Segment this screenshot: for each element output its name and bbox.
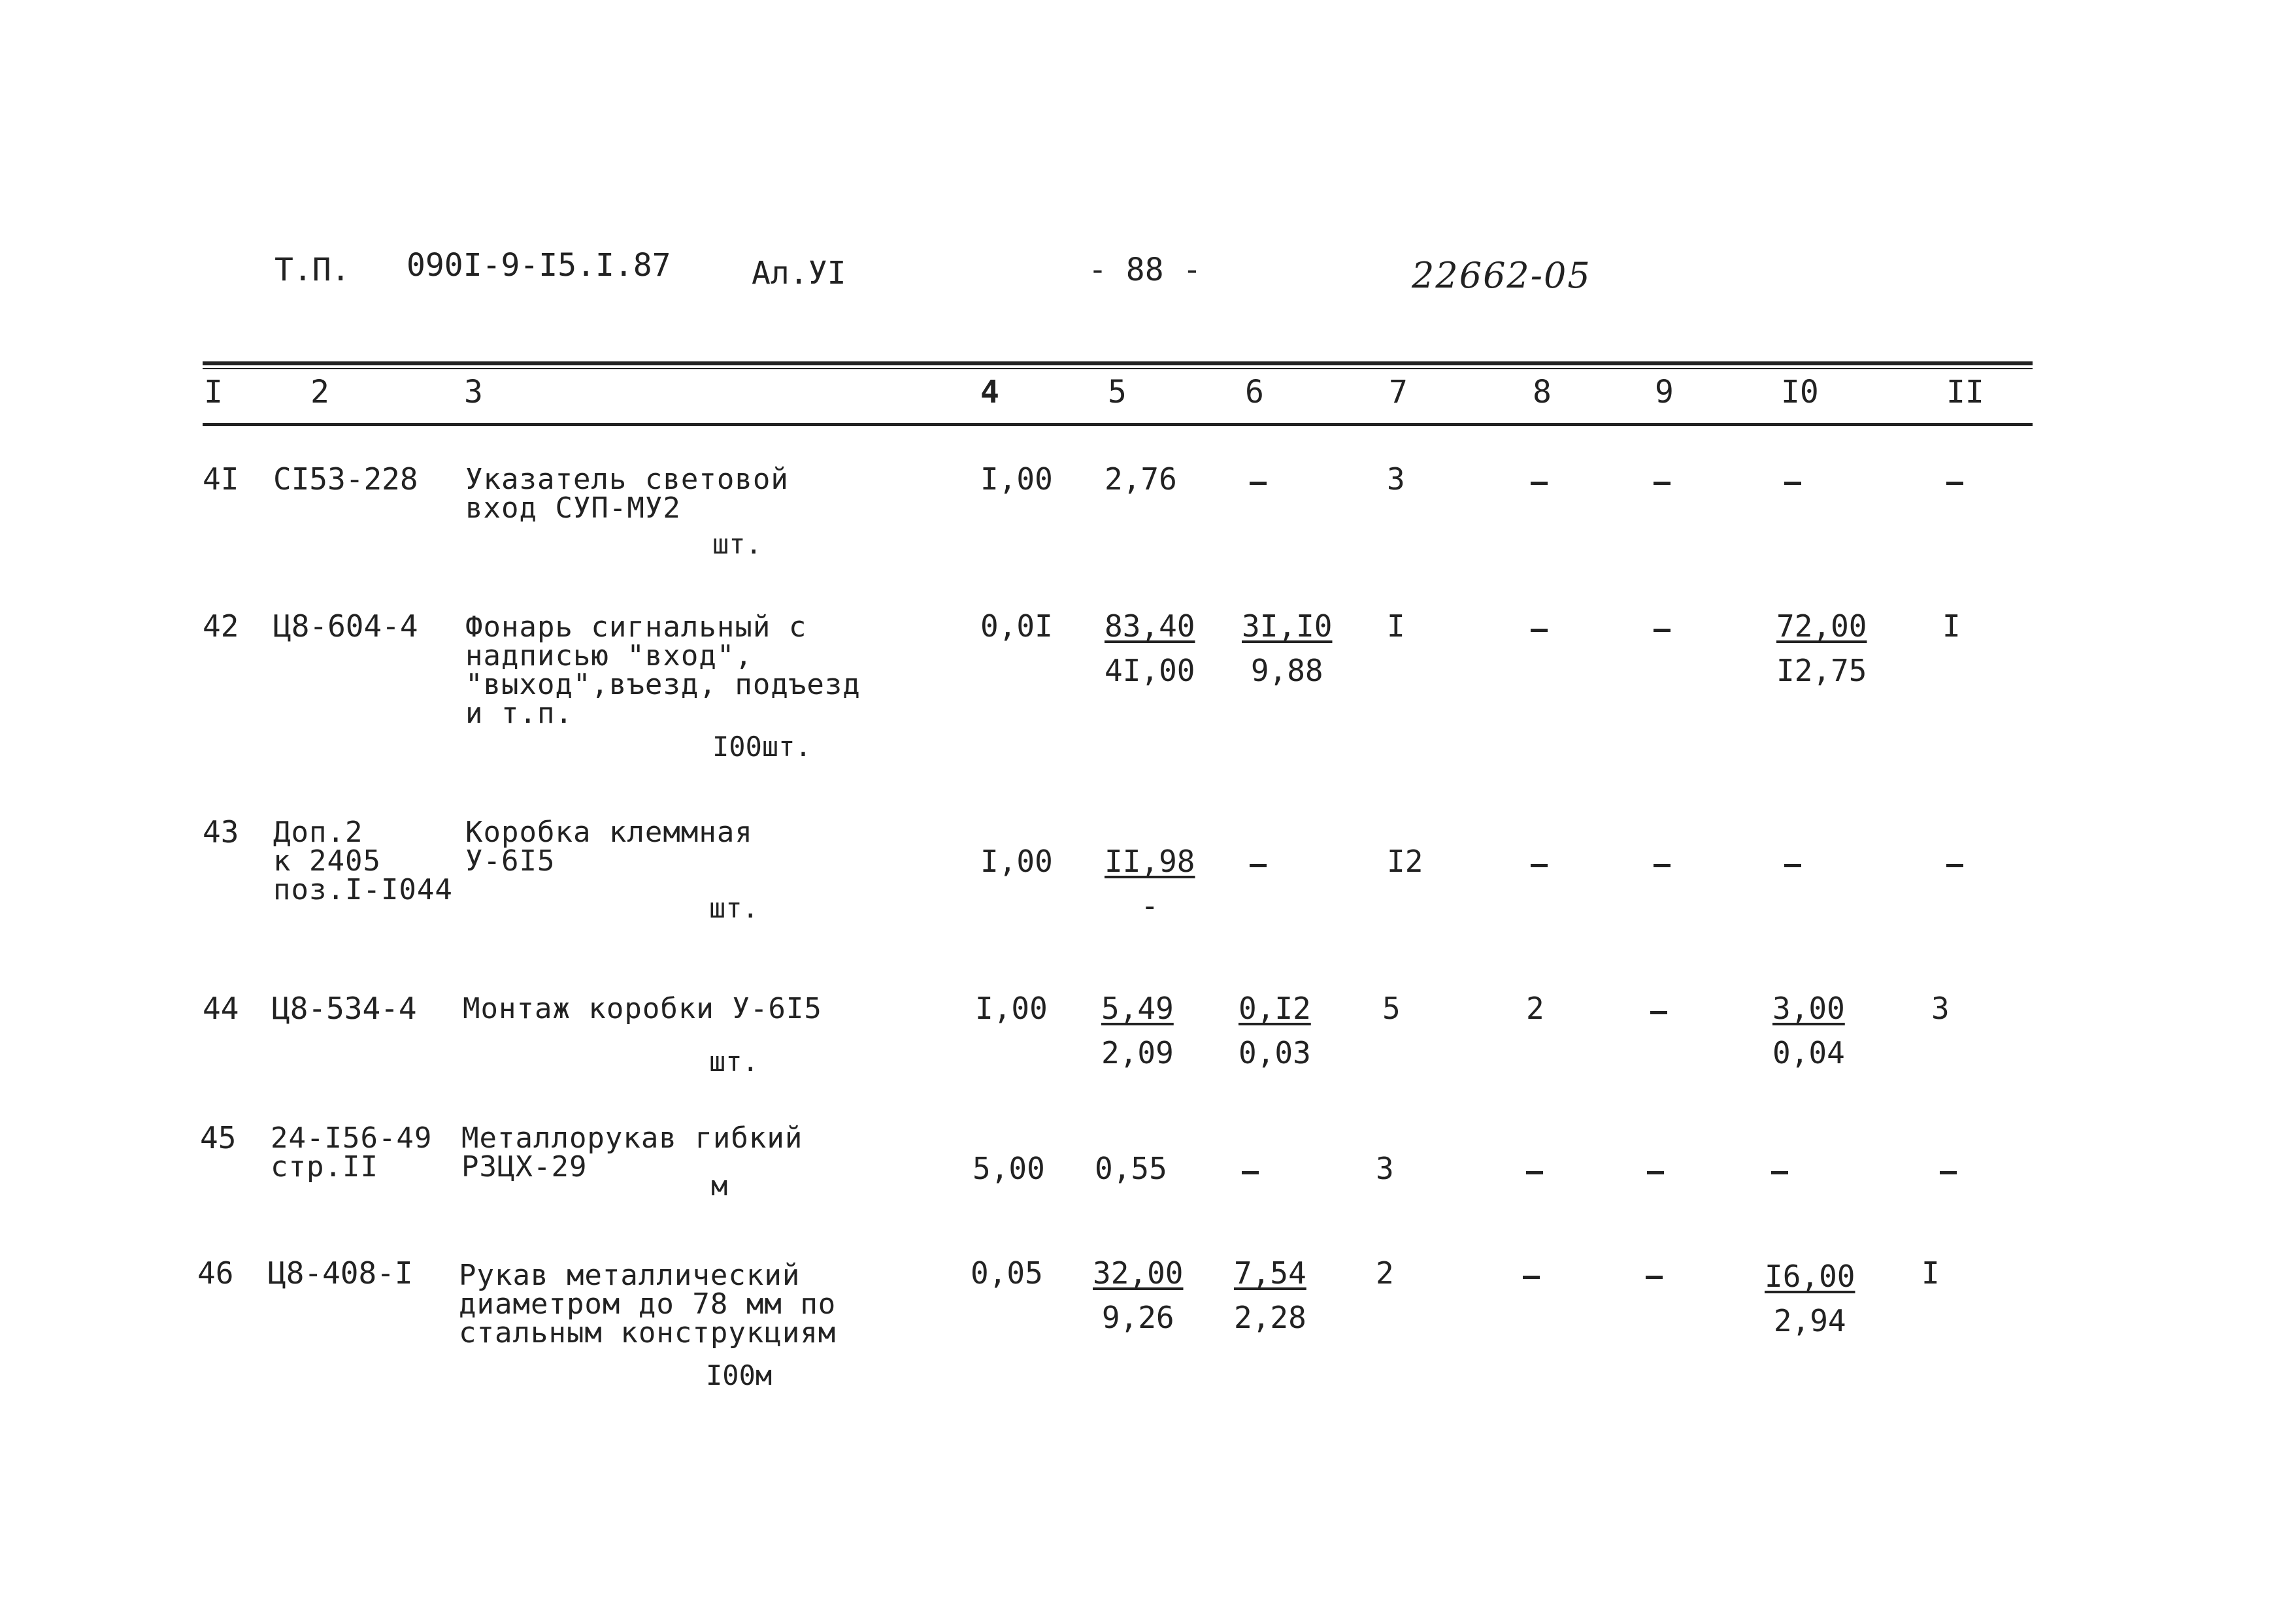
- row-unit: шт.: [709, 1046, 759, 1078]
- row-number: 42: [203, 608, 239, 644]
- handwritten-number: 22662-05: [1412, 255, 1591, 296]
- column-number: 4: [980, 374, 999, 410]
- code-line: поз.I-I044: [273, 873, 453, 906]
- description-line: диаметром до 78 мм по: [459, 1287, 837, 1321]
- cell-numerator: II,98: [1105, 844, 1195, 879]
- cell-col10-dash: [1771, 1171, 1788, 1174]
- cell-denominator: 9,88: [1250, 653, 1323, 688]
- cell-col5: [1105, 846, 1195, 921]
- cell-denominator: 2,94: [1773, 1303, 1846, 1338]
- cell-denominator: I2,75: [1776, 653, 1867, 688]
- row-code: [273, 818, 453, 904]
- cell-col10: [1765, 1261, 1855, 1336]
- cell-col8-dash: [1523, 1276, 1540, 1279]
- description-line: Фонарь сигнальный с: [465, 610, 807, 644]
- cell-value: 0,55: [1095, 1151, 1167, 1186]
- row-unit: м: [711, 1170, 728, 1202]
- cell-col11: I: [1921, 1255, 1940, 1291]
- description-line: "выход",въезд, подъезд: [465, 668, 861, 701]
- description-line: Коробка клеммная: [465, 816, 753, 849]
- description-line: Указатель световой: [465, 463, 789, 496]
- cell-denominator: 2,28: [1234, 1300, 1306, 1335]
- cell-numerator: 83,40: [1105, 608, 1195, 644]
- cell-numerator: I6,00: [1765, 1259, 1855, 1294]
- row-description: [465, 818, 753, 876]
- column-number: 3: [464, 374, 483, 410]
- cell-col9-dash: [1646, 1276, 1663, 1279]
- row-description: [461, 1121, 803, 1184]
- cell-col9-dash: [1654, 482, 1671, 485]
- cell-col6-dash: [1250, 482, 1267, 485]
- column-number: I: [204, 374, 223, 410]
- description-line: и т.п.: [465, 697, 573, 730]
- cell-numerator: 72,00: [1776, 608, 1867, 644]
- column-number: 7: [1389, 374, 1408, 410]
- column-number: II: [1946, 374, 1984, 410]
- row-number: 43: [203, 814, 239, 850]
- cell-col9-dash: [1654, 864, 1671, 867]
- cell-col7: 2: [1376, 1255, 1394, 1291]
- cell-col4: I,00: [980, 461, 1053, 497]
- cell-col11: I: [1942, 608, 1961, 644]
- cell-col5: [1095, 1153, 1167, 1184]
- column-number: 2: [310, 374, 329, 410]
- code-line: к 2405: [273, 844, 381, 878]
- cell-col8-dash: [1531, 864, 1548, 867]
- description-line: вход СУП-МУ2: [465, 491, 681, 525]
- cell-col6-dash: [1250, 864, 1267, 867]
- cell-col11-dash: [1946, 482, 1963, 485]
- cell-col7: 5: [1382, 991, 1401, 1026]
- cell-col5: [1105, 461, 1177, 497]
- cell-col8-dash: [1531, 482, 1548, 485]
- cell-numerator: 3,00: [1772, 991, 1845, 1026]
- column-number: 8: [1533, 374, 1552, 410]
- code-line: 24-I56-49: [271, 1121, 433, 1155]
- cell-col6: [1238, 993, 1311, 1068]
- row-number: 46: [197, 1255, 234, 1291]
- cell-col8-dash: [1526, 1171, 1543, 1174]
- description-line: РЗЦХ-29: [461, 1150, 588, 1184]
- code-line: Доп.2: [273, 816, 363, 849]
- cell-col9-dash: [1647, 1171, 1664, 1174]
- cell-col11: 3: [1931, 991, 1950, 1026]
- cell-col7: I: [1387, 608, 1405, 644]
- description-line: Рукав металлический: [459, 1259, 801, 1292]
- row-code: Ц8-408-I: [268, 1255, 413, 1291]
- cell-col9-dash: [1654, 629, 1671, 632]
- cell-denominator: 0,03: [1238, 1035, 1311, 1070]
- row-code: [271, 1121, 433, 1184]
- cell-col7: I2: [1387, 844, 1423, 879]
- cell-col8-dash: [1531, 629, 1548, 632]
- description-line: Металлорукав гибкий: [461, 1121, 803, 1155]
- cell-col6: [1234, 1255, 1306, 1335]
- cell-col5: [1093, 1255, 1184, 1335]
- cell-denominator: 4I,00: [1105, 653, 1195, 688]
- cell-denominator: 0,04: [1772, 1035, 1845, 1070]
- row-description: [465, 465, 789, 523]
- row-code: Ц8-534-4: [272, 991, 417, 1026]
- doc-code: 090I-9-I5.I.87: [407, 247, 671, 284]
- cell-col6: [1242, 608, 1333, 688]
- row-number: 45: [200, 1120, 237, 1155]
- row-description: [465, 610, 861, 730]
- page-number: - 88 -: [1088, 252, 1202, 288]
- column-number: I0: [1781, 374, 1819, 410]
- row-number: 44: [203, 991, 239, 1026]
- cell-col10: [1776, 608, 1867, 688]
- table-header-rule: [203, 423, 2033, 426]
- cell-col4: 5,00: [972, 1151, 1045, 1186]
- album-label: Ал.УI: [752, 255, 846, 291]
- description-line: Монтаж коробки У-6I5: [463, 992, 822, 1025]
- row-number: 4I: [203, 461, 239, 497]
- row-code: Ц8-604-4: [273, 608, 418, 644]
- cell-col10-dash: [1784, 482, 1801, 485]
- cell-col6-dash: [1242, 1171, 1259, 1174]
- cell-col11-dash: [1940, 1171, 1957, 1174]
- cell-numerator: 5,49: [1101, 991, 1174, 1026]
- row-description: [463, 992, 822, 1025]
- header-label: Т.П.: [274, 252, 350, 288]
- description-line: стальным конструкциям: [459, 1316, 837, 1350]
- cell-col4: 0,05: [971, 1255, 1043, 1291]
- cell-col7: 3: [1387, 461, 1405, 497]
- cell-numerator: 7,54: [1234, 1255, 1306, 1291]
- column-number: 5: [1108, 374, 1127, 410]
- description-line: У-6I5: [465, 844, 556, 878]
- cell-denominator: 2,09: [1101, 1035, 1174, 1070]
- column-number: 6: [1245, 374, 1264, 410]
- cell-col10: [1772, 993, 1845, 1068]
- cell-col10-dash: [1784, 864, 1801, 867]
- cell-numerator: 3I,I0: [1242, 608, 1333, 644]
- description-line: надписью "вход",: [465, 639, 753, 672]
- table-top-rule-thin: [203, 368, 2033, 369]
- row-unit: шт.: [709, 892, 759, 924]
- table-top-rule: [203, 361, 2033, 365]
- cell-numerator: 32,00: [1093, 1255, 1184, 1291]
- cell-value: 2,76: [1105, 461, 1177, 497]
- cell-col4: I,00: [975, 991, 1048, 1026]
- cell-col8: 2: [1526, 991, 1544, 1026]
- cell-col4: I,00: [980, 844, 1053, 879]
- code-line: стр.II: [271, 1150, 378, 1184]
- row-description: [459, 1261, 836, 1348]
- cell-numerator: 0,I2: [1238, 991, 1311, 1026]
- cell-col4: 0,0I: [980, 608, 1053, 644]
- row-unit: I00м: [706, 1359, 773, 1391]
- cell-col11-dash: [1946, 864, 1963, 867]
- cell-denominator: -: [1140, 888, 1159, 923]
- cell-col9-dash: [1650, 1011, 1667, 1014]
- cell-col7: 3: [1376, 1151, 1394, 1186]
- cell-col5: [1105, 608, 1195, 688]
- cell-denominator: 9,26: [1101, 1300, 1174, 1335]
- row-unit: I00шт.: [712, 731, 812, 763]
- row-code: CI53-228: [273, 461, 418, 497]
- column-number: 9: [1655, 374, 1674, 410]
- cell-col5: [1101, 993, 1174, 1068]
- row-unit: шт.: [712, 528, 762, 560]
